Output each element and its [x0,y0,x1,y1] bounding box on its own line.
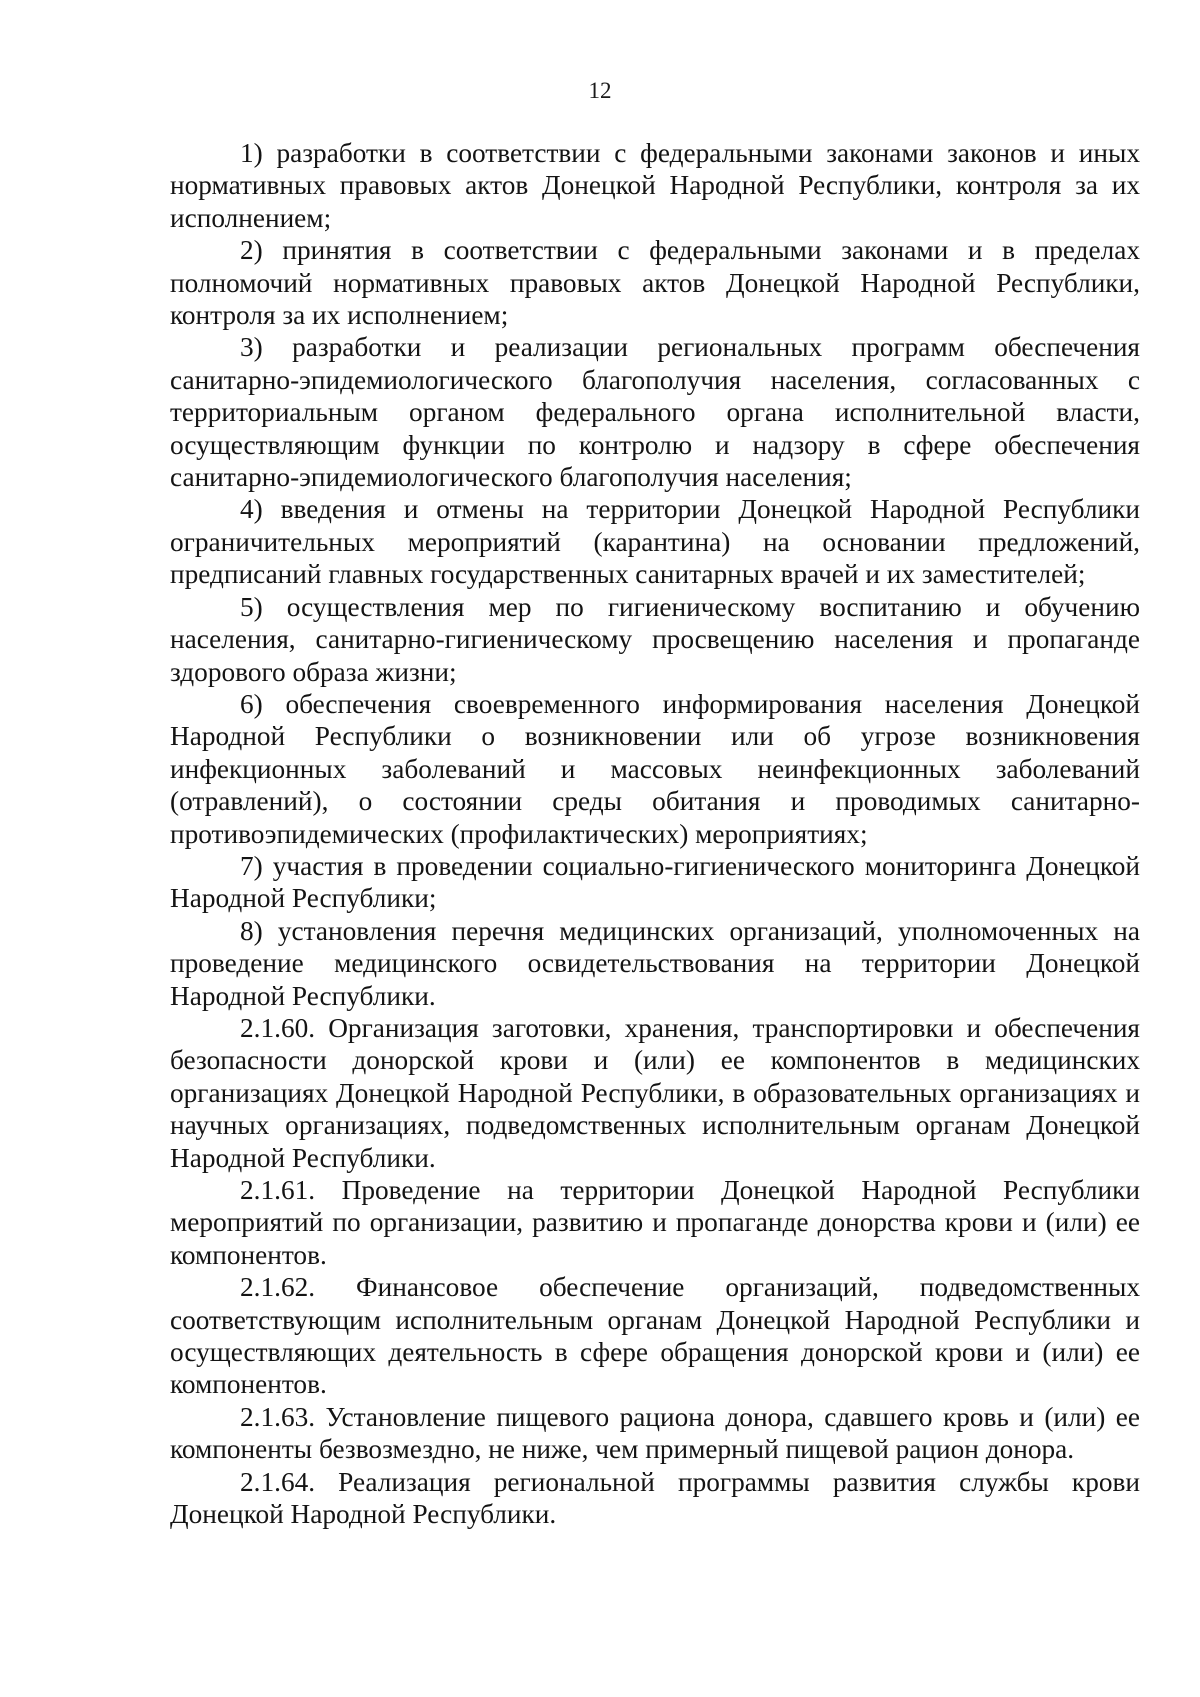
paragraph-item-2: 2) принятия в соответствии с федеральными законами и в пределах полномочий нормативных правовых актов Донецкой Народной Республики, контроля за их исполнением; [170,235,1140,331]
document-body [170,137,1140,1530]
clause-2-1-62: 2.1.62. Финансовое обеспечение организаций, подведомственных соответствующим исполнительным органам Донецкой Народной Республики и осуществляющих деятельность в сфере обращения донорской крови и (или) ее компонентов. [170,1272,1140,1400]
paragraph-item-7: 7) участия в проведении социально-гигиенического мониторинга Донецкой Народной Республики; [170,850,1140,914]
paragraph-item-1: 1) разработки в соответствии с федеральными законами законов и иных нормативных правовых актов Донецкой Народной Республики, контроля за их исполнением; [170,138,1140,233]
clause-2-1-60: 2.1.60. Организация заготовки, хранения, транспортировки и обеспечения безопасности донорской крови и (или) ее компонентов в медицинских организациях Донецкой Народной Республики, в образовательных организациях и научных организациях, подведомственных исполнительным органам Донецкой Народной Республики. [170,1012,1140,1173]
paragraph-item-4: 4) введения и отмены на территории Донецкой Народной Республики ограничительных мероприятий (карантина) на основании предложений, предписаний главных государственных санитарных врачей и их заместителей; [170,494,1140,590]
paragraph-item-8: 8) установления перечня медицинских организаций, уполномоченных на проведение медицинского освидетельствования на территории Донецкой Народной Республики. [170,915,1140,1011]
clause-2-1-61: 2.1.61. Проведение на территории Донецкой Народной Республики мероприятий по организации, развитию и пропаганде донорства крови и (или) ее компонентов. [170,1175,1140,1270]
clause-2-1-64: 2.1.64. Реализация региональной программы развития службы крови Донецкой Народной Республики. [170,1466,1140,1530]
page-number: 12 [588,78,612,103]
clause-2-1-63: 2.1.63. Установление пищевого рациона донора, сдавшего кровь и (или) ее компоненты безвозмездно, не ниже, чем примерный пищевой рацион донора. [170,1401,1140,1465]
paragraph-item-6: 6) обеспечения своевременного информирования населения Донецкой Народной Республики о возникновении или об угрозе возникновения инфекционных заболеваний и массовых неинфекционных заболеваний (отравлений), о состоянии среды обитания и проводимых санитарно-противоэпидемических (профилактических) мероприятиях; [170,688,1140,849]
paragraph-item-3: 3) разработки и реализации региональных программ обеспечения санитарно-эпидемиологического благополучия населения, согласованных с территориальным органом федерального органа исполнительной власти, осуществляющим функции по контролю и надзору в сфере обеспечения санитарно-эпидемиологического благополучия населения; [170,332,1140,493]
paragraph-item-5: 5) осуществления мер по гигиеническому воспитанию и обучению населения, санитарно-гигиеническому просвещению населения и пропаганде здорового образа жизни; [170,591,1140,687]
